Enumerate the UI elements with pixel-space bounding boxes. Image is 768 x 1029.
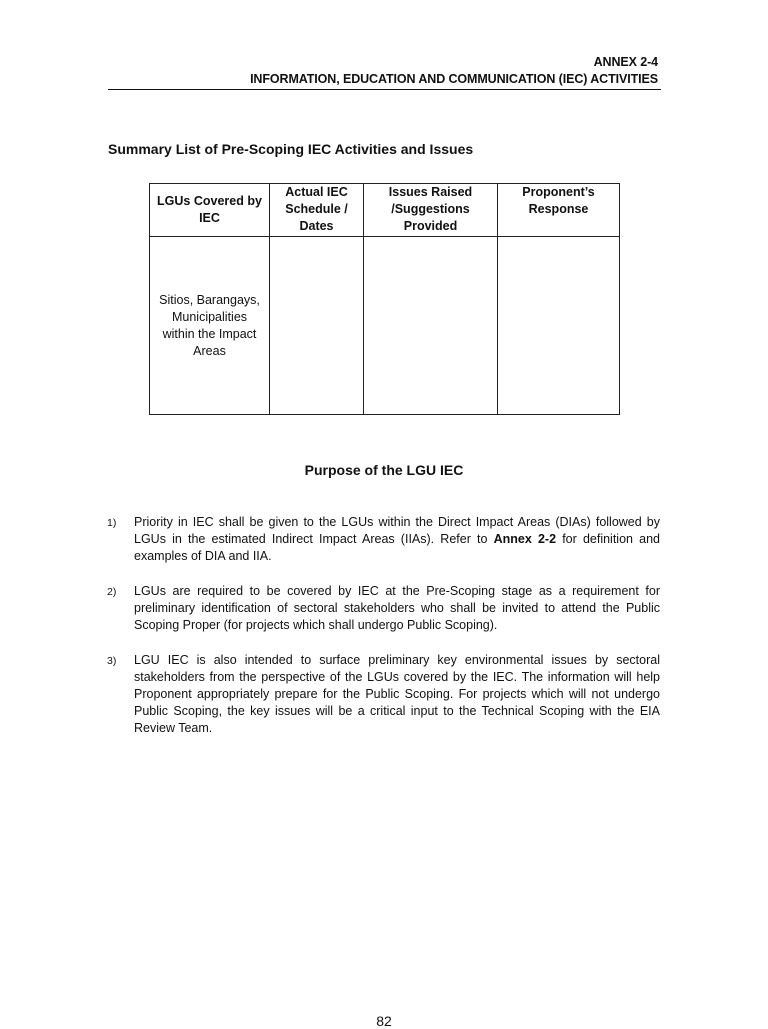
page-header <box>250 54 658 88</box>
cell-response <box>498 237 620 415</box>
item-number: 3) <box>107 655 117 667</box>
purpose-title: Purpose of the LGU IEC <box>304 462 464 478</box>
item-text: Priority in IEC shall be given to the LGUs within the Direct Impact Areas (DIAs) followed by LGUs in the estimated Indirect Impact Areas (IIAs). Refer to <box>134 515 660 546</box>
page-number: 82 <box>376 1013 392 1029</box>
header-divider <box>108 89 661 90</box>
annex-label: ANNEX 2-4 <box>593 55 658 69</box>
item-text: LGU IEC is also intended to surface preliminary key environmental issues by sectoral stakeholders from the perspective of the LGUs covered by the IEC. The information will help Proponent appropriately prepare for the Public Scoping. For projects which will not undergo Public Scoping, the key issues will be a critical input to the Technical Scoping with the EIA Review Team. <box>134 653 660 735</box>
cell-lgus: Sitios, Barangays, Municipalities within the Impact Areas <box>150 237 270 415</box>
table-row <box>150 237 620 415</box>
column-header-response: Proponent’s Response <box>498 184 620 237</box>
purpose-list <box>107 514 660 755</box>
list-item <box>107 652 660 737</box>
column-header-lgus: LGUs Covered by IEC <box>150 184 270 237</box>
annex-reference: Annex 2-2 <box>493 532 557 546</box>
item-number: 1) <box>107 517 117 529</box>
cell-issues <box>364 237 498 415</box>
iec-summary-table <box>149 183 620 415</box>
item-number: 2) <box>107 586 117 598</box>
table-header-row <box>150 184 620 237</box>
column-header-schedule: Actual IEC Schedule / Dates <box>270 184 364 237</box>
header-title: INFORMATION, EDUCATION AND COMMUNICATION (IEC) ACTIVITIES <box>250 72 658 86</box>
item-text-end: for definition and examples of DIA and IIA. <box>134 532 660 563</box>
item-text: LGUs are required to be covered by IEC at the Pre-Scoping stage as a requirement for preliminary identification of sectoral stakeholders who shall be invited to attend the Public Scoping Proper (for projects which shall undergo Public Scoping). <box>134 584 660 632</box>
list-item <box>107 514 660 565</box>
summary-title: Summary List of Pre-Scoping IEC Activities and Issues <box>108 141 474 157</box>
list-item <box>107 583 660 634</box>
cell-schedule <box>270 237 364 415</box>
column-header-issues: Issues Raised /Suggestions Provided <box>364 184 498 237</box>
